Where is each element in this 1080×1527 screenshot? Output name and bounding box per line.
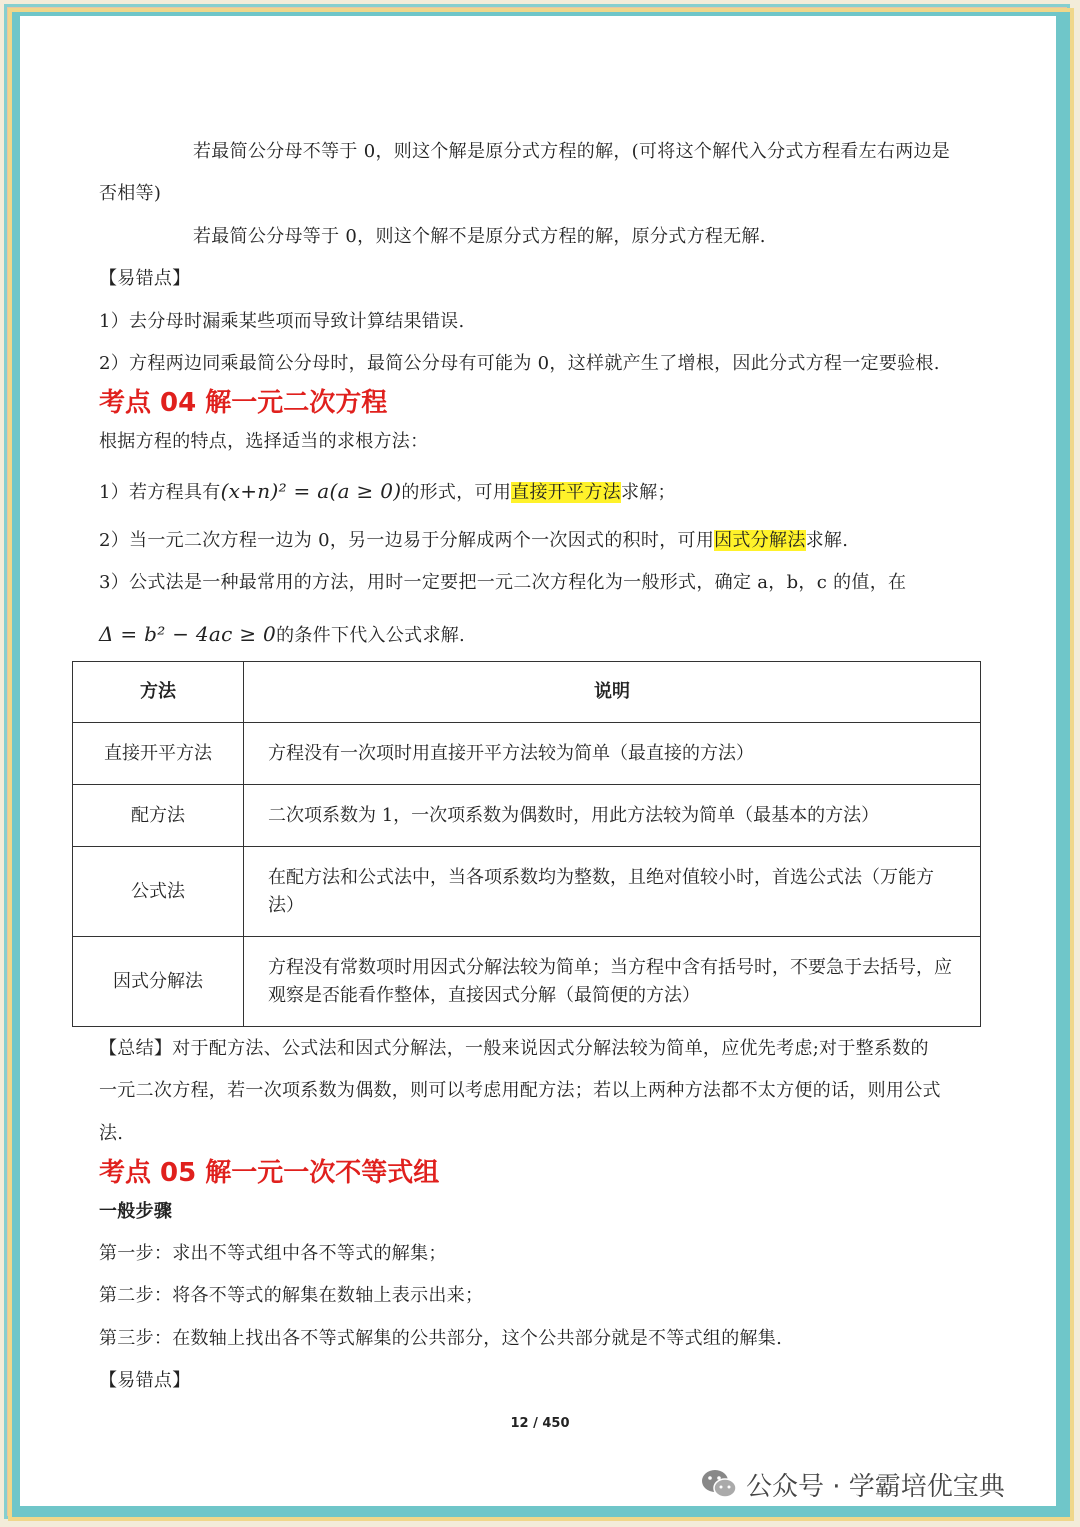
list-item: 3）公式法是一种最常用的方法，用时一定要把一元二次方程化为一般形式，确定 a，b，c 的值，在 <box>99 572 907 593</box>
watermark <box>700 1464 1005 1504</box>
list-item <box>99 479 676 505</box>
table-cell-desc: 在配方法和公式法中，当各项系数均为整数，且绝对值较小时，首选公式法（万能方法） <box>244 847 981 937</box>
item-suffix: 求解； <box>620 482 676 503</box>
list-item: 第二步：将各不等式的解集在数轴上表示出来； <box>99 1285 484 1306</box>
table-row <box>73 847 981 937</box>
list-item-continued <box>99 622 465 648</box>
highlight: 因式分解法 <box>714 530 806 551</box>
section-heading: 考点 05 解一元一次不等式组 <box>99 1158 440 1188</box>
table-cell-method: 配方法 <box>73 785 244 847</box>
table-row <box>73 937 981 1027</box>
formula: Δ = b² − 4ac ≥ 0 <box>99 622 277 646</box>
table-cell-desc: 方程没有一次项时用直接开平方法较为简单（最直接的方法） <box>244 723 981 785</box>
subheading: 一般步骤 <box>99 1201 173 1222</box>
list-item: 第一步：求出不等式组中各不等式的解集； <box>99 1243 447 1264</box>
paragraph: 若最简公分母不等于 0，则这个解是原分式方程的解，(可将这个解代入分式方程看左右两边是 <box>193 141 951 162</box>
item-prefix: 1）若方程具有 <box>99 482 221 503</box>
summary: 【总结】对于配方法、公式法和因式分解法，一般来说因式分解法较为简单，应优先考虑;对于整系数的 <box>99 1038 929 1059</box>
formula: (x+n)² = a(a ≥ 0) <box>220 479 402 503</box>
list-item: 1）去分母时漏乘某些项而导致计算结果错误. <box>99 311 465 332</box>
summary: 法. <box>99 1123 124 1144</box>
item-prefix: 2）当一元二次方程一边为 0，另一边易于分解成两个一次因式的积时，可用 <box>99 530 715 551</box>
paragraph: 根据方程的特点，选择适当的求根方法： <box>99 431 429 452</box>
wechat-icon <box>700 1468 738 1500</box>
table-header: 方法 <box>73 662 244 723</box>
item-suffix: 的条件下代入公式求解. <box>276 625 466 646</box>
table-cell-desc: 二次项系数为 1，一次项系数为偶数时，用此方法较为简单（最基本的方法） <box>244 785 981 847</box>
item-suffix: 求解. <box>805 530 849 551</box>
table-header: 说明 <box>244 662 981 723</box>
table-cell-method: 公式法 <box>73 847 244 937</box>
table-row <box>73 785 981 847</box>
item-mid: 的形式，可用 <box>401 482 512 503</box>
table-cell-method: 因式分解法 <box>73 937 244 1027</box>
summary: 一元二次方程，若一次项系数为偶数，则可以考虑用配方法；若以上两种方法都不太方便的话，则用公式 <box>99 1080 941 1101</box>
watermark-text: 公众号 · 学霸培优宝典 <box>746 1471 1005 1502</box>
list-item: 第三步：在数轴上找出各不等式解集的公共部分，这个公共部分就是不等式组的解集. <box>99 1328 783 1349</box>
page-number: 12 / 450 <box>510 1416 570 1431</box>
paragraph: 否相等) <box>99 183 162 204</box>
errors-title: 【易错点】 <box>99 268 191 289</box>
section-heading: 考点 04 解一元二次方程 <box>99 388 388 418</box>
highlight: 直接开平方法 <box>511 482 621 503</box>
table-row <box>73 723 981 785</box>
paragraph: 若最简公分母等于 0，则这个解不是原分式方程的解，原分式方程无解. <box>193 226 766 247</box>
table-cell-desc: 方程没有常数项时用因式分解法较为简单；当方程中含有括号时，不要急于去括号，应观察是否能看作整体，直接因式分解（最简便的方法） <box>244 937 981 1027</box>
errors-title: 【易错点】 <box>99 1370 191 1391</box>
methods-table <box>72 661 981 1027</box>
list-item <box>99 529 848 553</box>
list-item: 2）方程两边同乘最简公分母时，最简公分母有可能为 0，这样就产生了增根，因此分式方程一定要验根. <box>99 353 940 374</box>
table-cell-method: 直接开平方法 <box>73 723 244 785</box>
